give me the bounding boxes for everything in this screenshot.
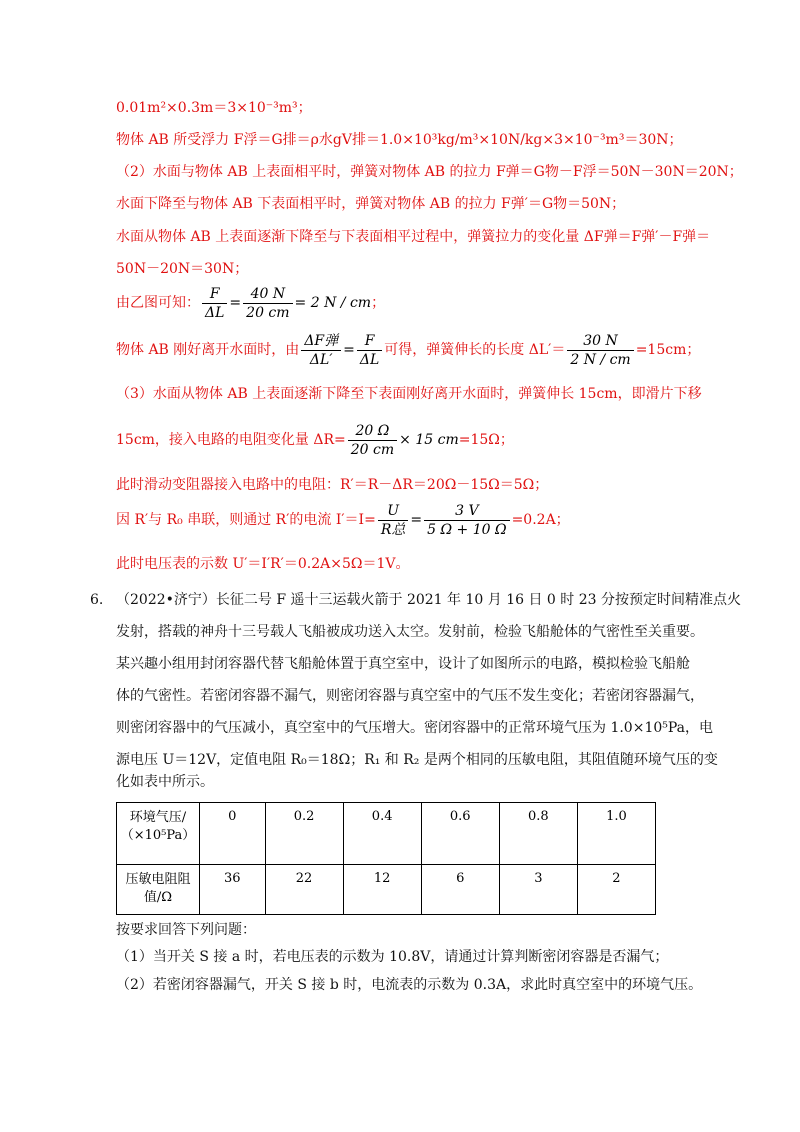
- line10-post: =15Ω；: [458, 432, 514, 448]
- fraction-u-over-rtotal: [378, 502, 409, 539]
- fraction-20ohm-over-20cm: [348, 422, 397, 459]
- fraction-denominator: 2 N / cm: [570, 351, 631, 368]
- fraction-numerator: F: [357, 332, 382, 351]
- question-paragraph-6: 源电压 U＝12V，定值电阻 R₀＝18Ω；R₁ 和 R₂ 是两个相同的压敏电阻，其阻值随环境气压的变: [116, 752, 718, 768]
- line8-mid: 可得，弹簧伸长的长度 ΔL′＝: [384, 342, 566, 358]
- fraction-denominator: ΔL: [359, 351, 380, 368]
- question-instruction: 按要求回答下列问题：: [116, 922, 256, 938]
- table-cell: 0.2: [265, 803, 343, 865]
- table-cell: 6: [421, 865, 499, 915]
- question-paragraph-7: 化如表中所示。: [116, 774, 214, 790]
- table-header-cell: 环境气压/（×10⁵Pa）: [117, 803, 200, 865]
- solution-line-11: 此时滑动变阻器接入电路中的电阻：R′＝R－ΔR＝20Ω－15Ω＝5Ω；: [116, 477, 549, 493]
- fraction-numerator: 40 N: [243, 285, 292, 304]
- table-cell: 0: [200, 803, 266, 865]
- fraction-40n-over-20cm: [243, 285, 292, 322]
- fraction-denominator: 20 cm: [246, 304, 290, 321]
- fraction-denominator: ΔL′: [309, 351, 333, 368]
- question-paragraph-4: 体的气密性。若密闭容器不漏气，则密闭容器与真空室中的气压不发生变化；若密闭容器漏气，: [116, 688, 704, 704]
- fraction-dfspring-over-dl: [301, 332, 341, 369]
- solution-line-6: 50N－20N＝30N；: [116, 261, 249, 277]
- solution-line-4: 水面下降至与物体 AB 下表面相平时，弹簧对物体 AB 的拉力 F弹′＝G物＝50N；: [116, 196, 626, 212]
- table-header-cell: 压敏电阻阻值/Ω: [117, 865, 200, 915]
- fraction-numerator: U: [378, 502, 409, 521]
- question-paragraph-5: 则密闭容器中的气压减小，真空室中的气压增大。密闭容器中的正常环境气压为 1.0×10⁵Pa，电: [116, 720, 714, 736]
- solution-line-7: [116, 283, 385, 323]
- fraction-numerator: 3 V: [424, 502, 509, 521]
- equals-sign: =: [229, 295, 242, 311]
- solution-line-9: （3）水面从物体 AB 上表面逐渐下降至下表面刚好离开水面时，弹簧伸长 15cm，即滑片下移: [116, 386, 702, 402]
- question-paragraph-3: 某兴趣小组用封闭容器代替飞船舱体置于真空室中，设计了如图所示的电路，模拟检验飞船舱: [116, 656, 690, 672]
- table-row: [117, 865, 656, 915]
- question-number: 6.: [90, 592, 104, 608]
- fraction-denominator: ΔL: [205, 304, 225, 321]
- solution-line-12: [116, 500, 570, 540]
- solution-line-5: 水面从物体 AB 上表面逐渐下降至与下表面相平过程中，弹簧拉力的变化量 ΔF弹＝F弹′－F弹＝: [116, 229, 711, 245]
- fraction-3v-over-resistance: [424, 502, 509, 539]
- table-row: [117, 803, 656, 865]
- table-cell: 0.8: [499, 803, 577, 865]
- table-cell: 12: [343, 865, 421, 915]
- line7-end: ；: [371, 295, 386, 311]
- question-paragraph-1: （2022•济宁）长征二号 F 遥十三运载火箭于 2021 年 10 月 16 日 0 时 23 分按预定时间精准点火: [116, 592, 741, 608]
- table-cell: 2: [577, 865, 655, 915]
- line7-prefix: 由乙图可知：: [116, 295, 200, 311]
- solution-line-3: （2）水面与物体 AB 上表面相平时，弹簧对物体 AB 的拉力 F弹＝G物－F浮＝50N－30N＝20N；: [116, 164, 743, 180]
- fraction-f-over-dl: [202, 285, 227, 322]
- spring-constant-result: = 2 N / cm: [294, 295, 372, 311]
- question-paragraph-2: 发射，搭载的神舟十三号载人飞船被成功送入太空。发射前，检验飞船舱体的气密性至关重要。: [116, 624, 704, 640]
- line10-times: × 15 cm: [399, 432, 459, 448]
- line8-prefix: 物体 AB 刚好离开水面时，由: [116, 342, 300, 358]
- line8-post: =15cm；: [635, 342, 701, 358]
- solution-line-8: 物体 AB 刚好离开水面时，由 $\frac{\text{ΔF弹}}{\Delta L'}$ = $\frac{F}{\Delta L}$ 可得，弹簧伸长的长度 ΔL′＝ $\frac{30 N}{2 N / cm}$ =15cm；: [116, 332, 701, 368]
- line12-post: =0.2A；: [511, 512, 570, 528]
- table-cell: 0.4: [343, 803, 421, 865]
- solution-line-10: [116, 420, 514, 460]
- fraction-numerator: F: [202, 285, 227, 304]
- table-cell: 22: [265, 865, 343, 915]
- table-cell: 3: [499, 865, 577, 915]
- sub-question-1: （1）当开关 S 接 a 时，若电压表的示数为 10.8V，请通过计算判断密闭容器是否漏气；: [116, 949, 669, 965]
- fraction-denominator: 5 Ω + 10 Ω: [427, 521, 507, 538]
- sub-question-2: （2）若密闭容器漏气，开关 S 接 b 时，电流表的示数为 0.3A，求此时真空室中的环境气压。: [116, 977, 703, 993]
- fraction-denominator: 20 cm: [350, 441, 395, 458]
- line10-prefix: 15cm，接入电路的电阻变化量 ΔR=: [116, 432, 346, 448]
- table-cell: 1.0: [577, 803, 655, 865]
- table-cell: 36: [200, 865, 266, 915]
- fraction-numerator: ΔF弹: [301, 332, 341, 351]
- fraction-f-over-dl-2: [357, 332, 382, 369]
- fraction-denominator: R总: [380, 521, 406, 538]
- fraction-30n-over-2n-cm: [567, 332, 633, 369]
- solution-line-1: 0.01m²×0.3m＝3×10⁻³m³；: [116, 100, 312, 116]
- fraction-numerator: 20 Ω: [348, 422, 397, 441]
- fraction-numerator: 30 N: [567, 332, 633, 351]
- line12-prefix: 因 R′与 R₀ 串联，则通过 R′的电流 I′＝I=: [116, 512, 376, 528]
- solution-line-13: 此时电压表的示数 U′＝I′R′＝0.2A×5Ω＝1V。: [116, 556, 410, 572]
- table-cell: 0.6: [421, 803, 499, 865]
- pressure-resistance-table: [116, 802, 656, 915]
- solution-line-2: 物体 AB 所受浮力 F浮＝G排＝ρ水gV排＝1.0×10³kg/m³×10N/kg×3×10⁻³m³＝30N；: [116, 132, 683, 148]
- equals-sign: =: [410, 512, 423, 528]
